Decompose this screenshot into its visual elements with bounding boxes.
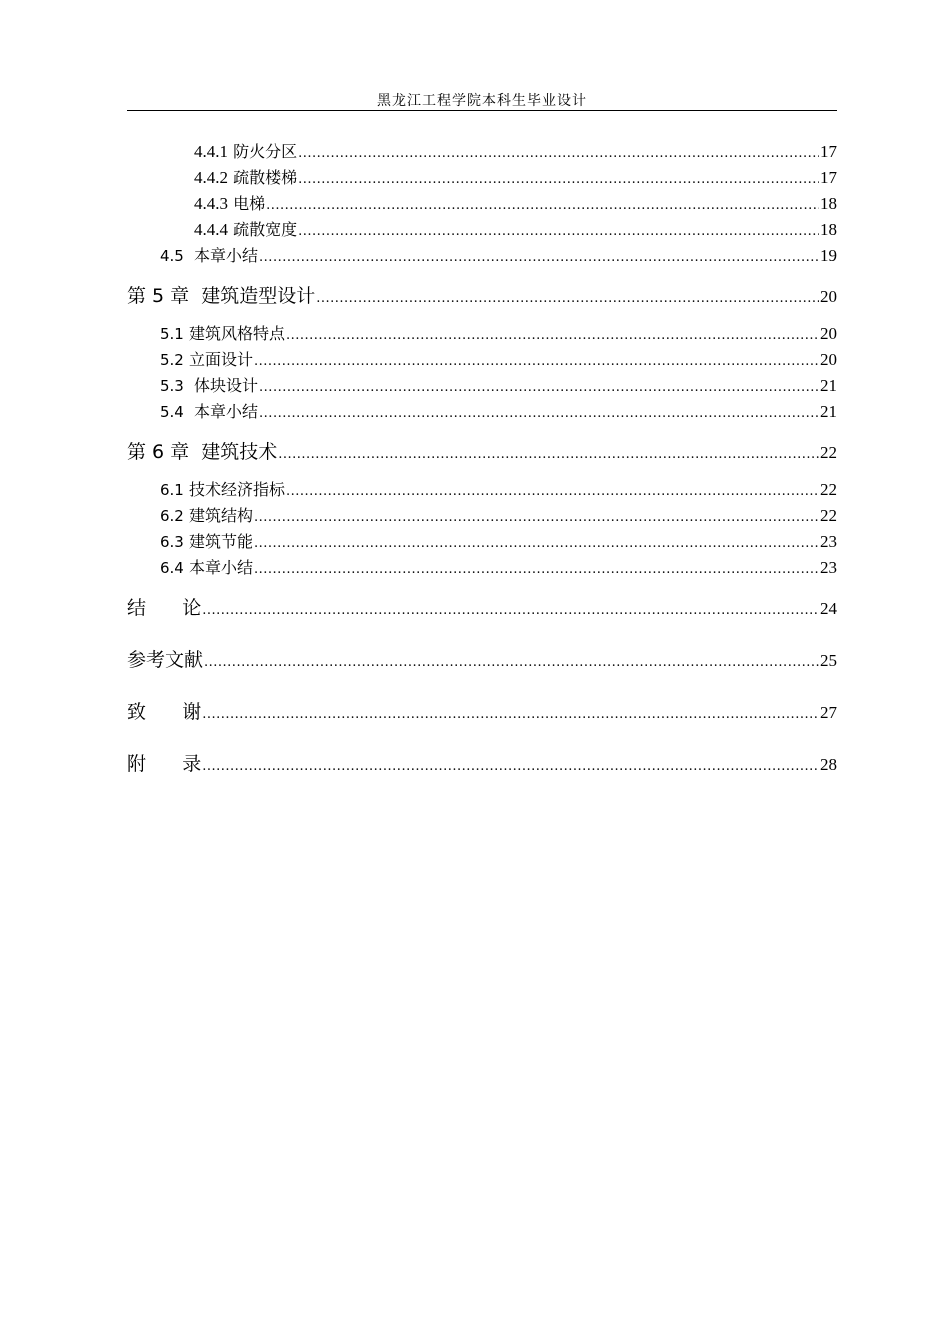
- toc-page-number: 20: [820, 287, 837, 306]
- toc-entry-title: 建筑结构: [183, 506, 253, 525]
- toc-entry-chapter-6[interactable]: [127, 437, 837, 463]
- toc-entry-title: 疏散楼梯: [228, 168, 298, 187]
- toc-leader-dots: [298, 224, 819, 239]
- toc-leader-dots: [254, 536, 819, 551]
- toc-entry-chapter-5[interactable]: [127, 281, 837, 307]
- toc-entry-6-4[interactable]: [160, 555, 837, 577]
- toc-page-number: 23: [820, 558, 837, 577]
- toc-page-number: 22: [820, 506, 837, 525]
- toc-page-number: 21: [820, 402, 837, 421]
- toc-section-number: 4.4.1: [194, 142, 228, 161]
- toc-page-number: 17: [820, 142, 837, 161]
- toc-entry-title: 建筑风格特点: [183, 324, 285, 343]
- toc-entry-5-4[interactable]: [160, 399, 837, 421]
- toc-section-number: 5.3: [160, 377, 184, 395]
- toc-section-number: 6.3: [160, 533, 184, 551]
- toc-entry-4-4-2[interactable]: [194, 165, 837, 187]
- toc-page-number: 21: [820, 376, 837, 395]
- toc-page-number: 22: [820, 480, 837, 499]
- toc-leader-dots: [259, 250, 819, 265]
- toc-chapter-title: 第 5 章 建筑造型设计: [127, 285, 316, 307]
- toc-entry-title: 防火分区: [228, 142, 298, 161]
- toc-leader-dots: [254, 510, 819, 525]
- toc-chapter-title: 参考文献: [127, 649, 204, 671]
- toc-entry-6-1[interactable]: [160, 477, 837, 499]
- toc-entry-title: 立面设计: [183, 350, 253, 369]
- toc-entry-title: 技术经济指标: [183, 480, 285, 499]
- toc-section-number: 6.2: [160, 507, 184, 525]
- page-header-title: 黑龙江工程学院本科生毕业设计: [377, 93, 587, 109]
- toc-page-number: 22: [820, 443, 837, 462]
- toc-entry-references[interactable]: [127, 645, 837, 671]
- toc-entry-appendix[interactable]: [127, 749, 837, 775]
- toc-page-number: 19: [820, 246, 837, 265]
- toc-leader-dots: [286, 484, 819, 499]
- toc-chapter-title: 结 论: [127, 597, 202, 619]
- toc-entry-title: 本章小结: [183, 558, 253, 577]
- toc-page-number: 17: [820, 168, 837, 187]
- toc-section-number: 5.4: [160, 403, 184, 421]
- toc-page-number: 18: [820, 220, 837, 239]
- toc-entry-4-5[interactable]: [160, 243, 837, 265]
- toc-leader-dots: [259, 406, 819, 421]
- toc-entry-4-4-3[interactable]: [194, 191, 837, 213]
- toc-section-number: 4.4.2: [194, 168, 228, 187]
- toc-leader-dots: [254, 562, 819, 577]
- toc-page-number: 20: [820, 350, 837, 369]
- toc-leader-dots: [259, 380, 819, 395]
- toc-section-number: 4.4.3: [194, 194, 228, 213]
- toc-chapter-title: 致 谢: [127, 701, 202, 723]
- toc-chapter-title: 第 6 章 建筑技术: [127, 441, 278, 463]
- toc-entry-acknowledgements[interactable]: [127, 697, 837, 723]
- toc-entry-conclusion[interactable]: [127, 593, 837, 619]
- toc-page-number: 23: [820, 532, 837, 551]
- toc-leader-dots: [202, 603, 819, 618]
- toc-entry-5-3[interactable]: [160, 373, 837, 395]
- toc-section-number: 4.5: [160, 247, 184, 265]
- toc-page-number: 18: [820, 194, 837, 213]
- toc-entry-6-2[interactable]: [160, 503, 837, 525]
- toc-leader-dots: [266, 198, 819, 213]
- toc-section-number: 5.1: [160, 325, 184, 343]
- toc-page-number: 24: [820, 599, 837, 618]
- toc-page-number: 28: [820, 755, 837, 774]
- toc-leader-dots: [204, 655, 819, 670]
- toc-entry-title: 体块设计: [183, 376, 259, 395]
- toc-page-number: 20: [820, 324, 837, 343]
- toc-chapter-title: 附 录: [127, 753, 202, 775]
- toc-entry-title: 电梯: [228, 194, 266, 213]
- toc-leader-dots: [286, 328, 819, 343]
- toc-section-number: 5.2: [160, 351, 184, 369]
- toc-entry-title: 本章小结: [183, 246, 259, 265]
- toc-section-number: 6.1: [160, 481, 184, 499]
- toc-leader-dots: [202, 707, 819, 722]
- toc-section-number: 6.4: [160, 559, 184, 577]
- toc-leader-dots: [254, 354, 819, 369]
- toc-section-number: 4.4.4: [194, 220, 228, 239]
- toc-entry-4-4-1[interactable]: [194, 139, 837, 161]
- toc-leader-dots: [278, 447, 819, 462]
- toc-entry-4-4-4[interactable]: [194, 217, 837, 239]
- toc-entry-title: 疏散宽度: [228, 220, 298, 239]
- toc-entry-title: 建筑节能: [183, 532, 253, 551]
- toc-entry-6-3[interactable]: [160, 529, 837, 551]
- toc-entry-title: 本章小结: [183, 402, 259, 421]
- toc-leader-dots: [316, 291, 819, 306]
- toc-page-number: 27: [820, 703, 837, 722]
- toc-leader-dots: [298, 172, 819, 187]
- toc-leader-dots: [202, 759, 819, 774]
- toc-entry-5-1[interactable]: [160, 321, 837, 343]
- toc-page-number: 25: [820, 651, 837, 670]
- toc-entry-5-2[interactable]: [160, 347, 837, 369]
- toc-leader-dots: [298, 146, 819, 161]
